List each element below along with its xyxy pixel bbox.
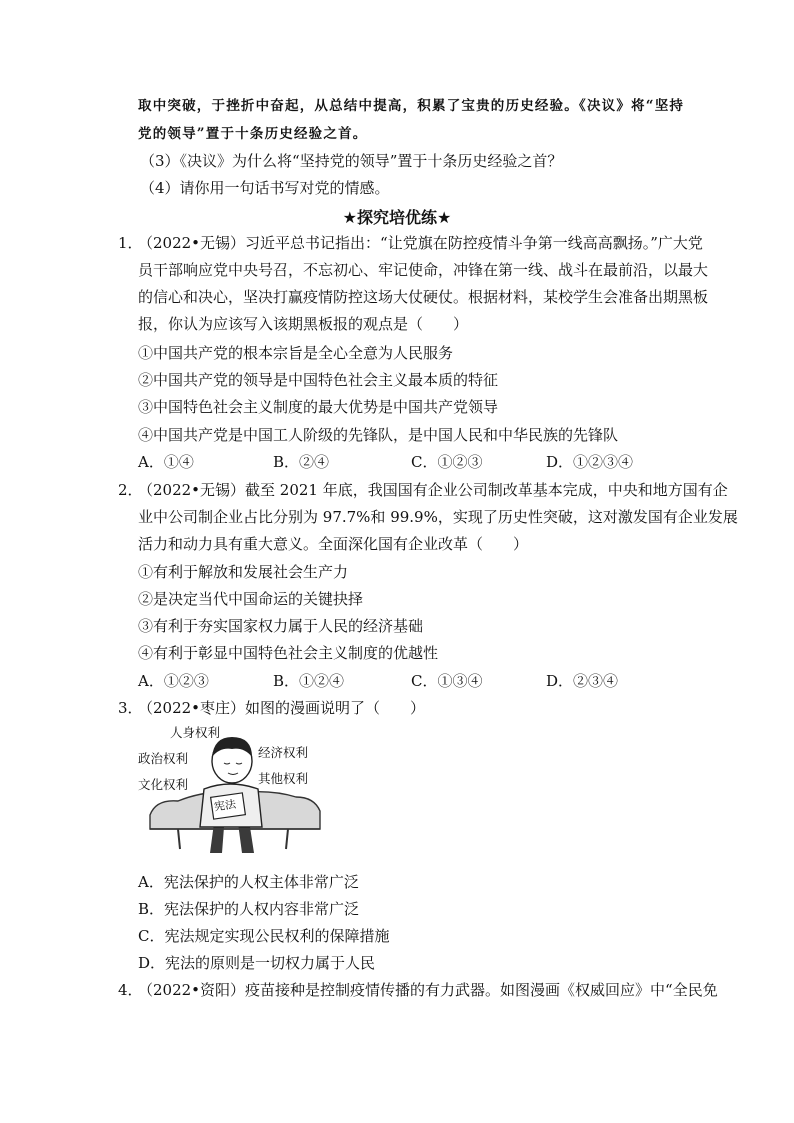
q2-item: ①有利于解放和发展社会生产力 — [138, 563, 349, 581]
q3-option-a[interactable]: A．宪法保护的人权主体非常广泛 — [138, 873, 359, 891]
q3-number: 3． — [118, 699, 143, 717]
constitution-cartoon — [138, 723, 338, 863]
cartoon-label-top: 人身权利 — [170, 725, 221, 740]
q2-option-b[interactable]: B．①②④ — [273, 672, 345, 690]
intro-question-3: （3）《决议》为什么将“坚持党的领导”置于十条历史经验之首？ — [140, 152, 563, 170]
q2-item: ④有利于彰显中国特色社会主义制度的优越性 — [138, 644, 439, 662]
q3-option-b[interactable]: B．宪法保护的人权内容非常广泛 — [138, 900, 360, 918]
q2-stem-line: 业中公司制企业占比分别为 97.7%和 99.9%，实现了历史性突破，这对激发国有企业发展 — [138, 508, 738, 526]
q2-stem-line: （2022•无锡）截至 2021 年底，我国国有企业公司制改革基本完成，中央和地方国有企 — [138, 481, 728, 499]
cartoon-label-left-1: 政治权利 — [138, 751, 189, 766]
intro-question-4: （4）请你用一句话书写对党的情感。 — [140, 179, 390, 197]
q1-number: 1． — [118, 234, 143, 252]
cartoon-label-right-2: 其他权利 — [258, 771, 309, 786]
q1-stem-line: （2022•无锡）习近平总书记指出：“让党旗在防控疫情斗争第一线高高飘扬。”广大党 — [138, 234, 703, 252]
q3-option-d[interactable]: D．宪法的原则是一切权力属于人民 — [138, 954, 376, 972]
q2-item: ③有利于夯实国家权力属于人民的经济基础 — [138, 617, 424, 635]
intro-line-2: 党的领导”置于十条历史经验之首。 — [138, 126, 368, 142]
q1-stem-line: 员干部响应党中央号召，不忘初心、牢记使命，冲锋在第一线、战斗在最前沿，以最大 — [138, 261, 709, 279]
q1-option-d[interactable]: D．①②③④ — [546, 453, 634, 471]
q1-option-b[interactable]: B．②④ — [273, 453, 330, 471]
q2-option-a[interactable]: A．①②③ — [138, 672, 209, 690]
q2-option-c[interactable]: C．①③④ — [411, 672, 483, 690]
q1-option-c[interactable]: C．①②③ — [411, 453, 483, 471]
section-title: ★探究培优练★ — [342, 208, 452, 227]
q4-stem: （2022•资阳）疫苗接种是控制疫情传播的有力武器。如图漫画《权威回应》中“全民免 — [138, 981, 718, 999]
cartoon-book-label: 宪法 — [213, 797, 237, 814]
q1-item: ②中国共产党的领导是中国特色社会主义最本质的特征 — [138, 371, 499, 389]
q2-item: ②是决定当代中国命运的关键抉择 — [138, 590, 364, 608]
cartoon-label-left-2: 文化权利 — [138, 777, 189, 792]
q1-stem-line: 的信心和决心，坚决打赢疫情防控这场大仗硬仗。根据材料，某校学生会准备出期黑板 — [138, 288, 709, 306]
intro-line-1: 取中突破，于挫折中奋起，从总结中提高，积累了宝贵的历史经验。《决议》将“坚持 — [138, 98, 685, 114]
q2-stem-line: 活力和动力具有重大意义。全面深化国有企业改革（ ） — [138, 535, 529, 553]
cartoon-label-right-1: 经济权利 — [258, 745, 309, 760]
q4-number: 4． — [118, 981, 143, 999]
q3-option-c[interactable]: C．宪法规定实现公民权利的保障措施 — [138, 927, 390, 945]
q1-item: ④中国共产党是中国工人阶级的先锋队，是中国人民和中华民族的先锋队 — [138, 426, 619, 444]
q2-number: 2． — [118, 481, 143, 499]
q1-option-a[interactable]: A．①④ — [138, 453, 194, 471]
q3-stem: （2022•枣庄）如图的漫画说明了（ ） — [138, 699, 426, 717]
q1-item: ③中国特色社会主义制度的最大优势是中国共产党领导 — [138, 398, 499, 416]
q2-option-d[interactable]: D．②③④ — [546, 672, 619, 690]
q1-item: ①中国共产党的根本宗旨是全心全意为人民服务 — [138, 344, 454, 362]
q1-stem-line: 报，你认为应该写入该期黑板报的观点是（ ） — [138, 315, 469, 333]
